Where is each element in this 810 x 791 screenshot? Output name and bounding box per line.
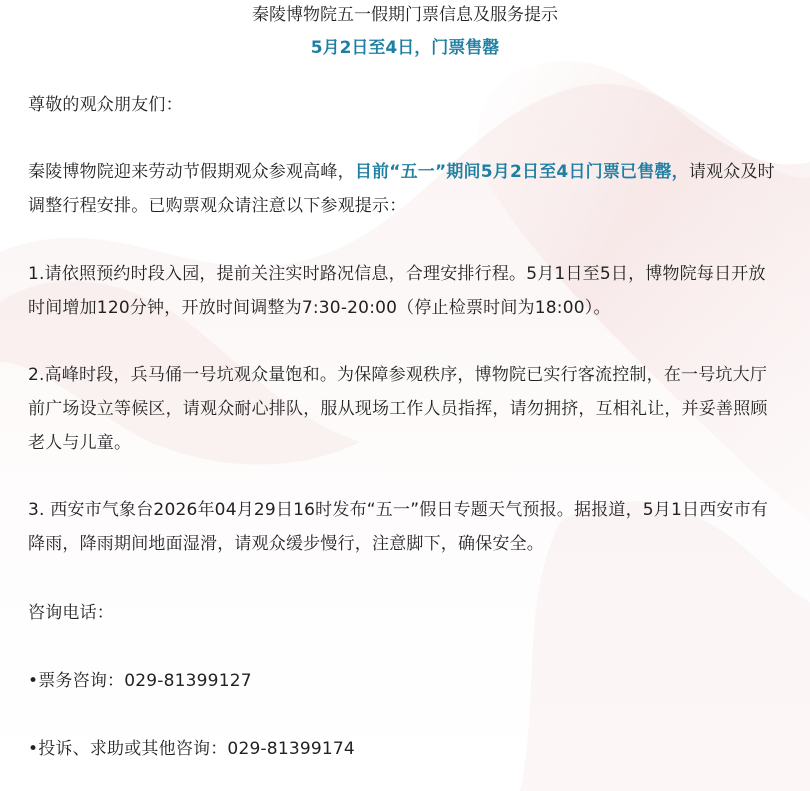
page-title: 秦陵博物院五一假期门票信息及服务提示	[252, 5, 558, 25]
page-subtitle: 5月2日至4日，门票售罄	[310, 38, 500, 58]
intro-text-before: 秦陵博物院迎来劳动节假期观众参观高峰，	[28, 162, 355, 182]
intro-highlight-text: 目前“五一”期间5月2日至4日门票已售罄，	[354, 162, 689, 182]
tip-item-2: 2.高峰时段，兵马俑一号坑观众量饱和。为保障参观秩序，博物院已实行客流控制，在一号坑大厅前广场设立等候区，请观众耐心排队，服从现场工作人员指挥，请勿拥挤，互相礼让，并妥善照顾老人与儿童。	[28, 365, 768, 453]
contact-ticket-phone: •票务咨询：029-81399127	[28, 671, 252, 691]
contact-other-phone: •投诉、求助或其他咨询：029-81399174	[28, 739, 355, 759]
intro-text-after: 请观众及时调整行程安排。已购票观众请注意以下参观提示：	[28, 162, 775, 216]
notice-body	[0, 2, 810, 766]
tip-item-3: 3. 西安市气象台2026年04月29日16时发布“五一”假日专题天气预报。据报道，5月1日西安市有降雨，降雨期间地面湿滑，请观众缓步慢行，注意脚下，确保安全。	[28, 500, 769, 554]
tip-item-1: 1.请依照预约时段入园，提前关注实时路况信息，合理安排行程。5月1日至5日，博物院每日开放时间增加120分钟，开放时间调整为7:30-20:00（停止检票时间为18:00）。	[28, 264, 766, 318]
greeting-paragraph: 尊敬的观众朋友们：	[28, 95, 183, 115]
contact-heading: 咨询电话：	[28, 603, 114, 623]
intro-paragraph	[28, 155, 782, 223]
